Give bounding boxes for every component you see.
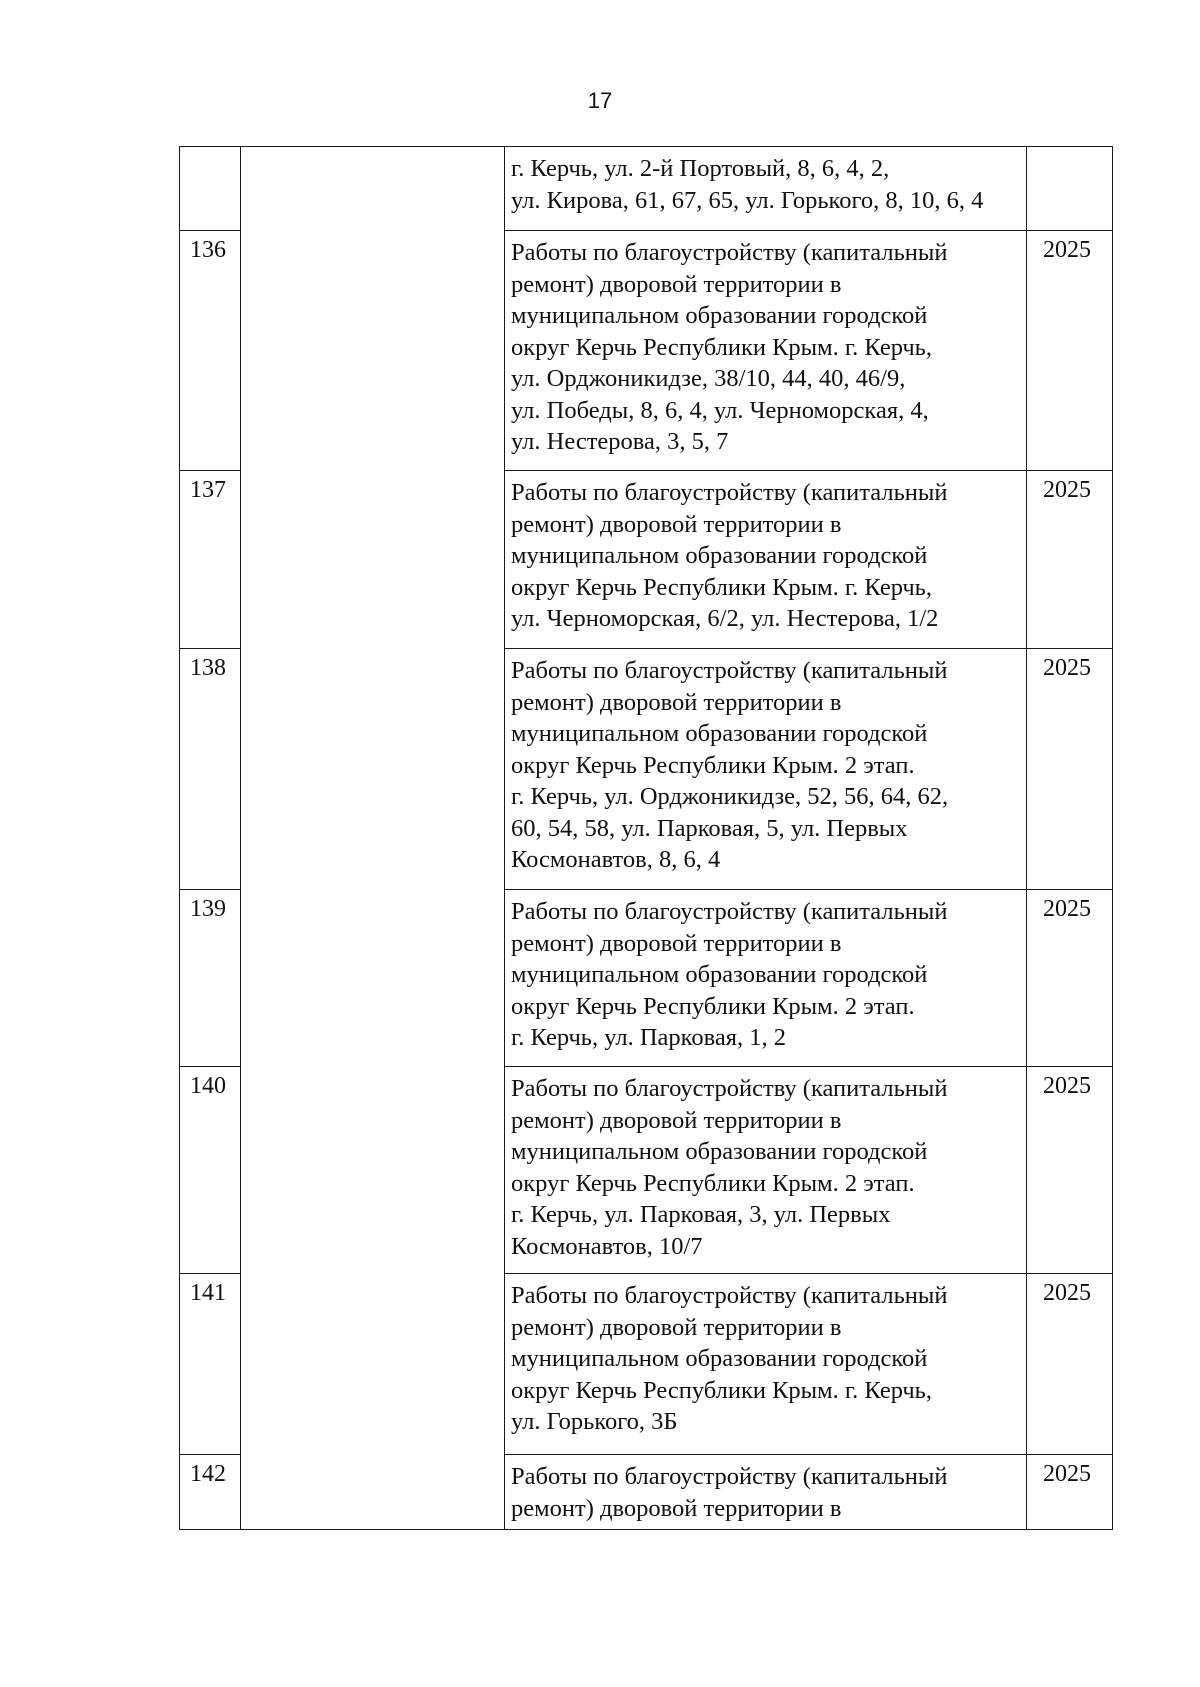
blank-cell (241, 649, 505, 890)
table-row (180, 471, 1113, 649)
row-number-cell (180, 147, 241, 231)
table-row (180, 1455, 1113, 1530)
description-cell: Работы по благоустройству (капитальный ремонт) дворовой территории в муниципальном образовании городской округ Керчь Республики Крым. 2 этап. г. Керчь, ул. Орджоникидзе, 52, 56, 64, 62, 60, 54, 58, ул. Парковая, 5, ул. Первых Космонавтов, 8, 6, 4 (505, 649, 1027, 890)
blank-cell (241, 471, 505, 649)
blank-cell (241, 231, 505, 471)
table-row (180, 147, 1113, 231)
table-row (180, 231, 1113, 471)
description-cell: Работы по благоустройству (капитальный ремонт) дворовой территории в муниципальном образовании городской округ Керчь Республики Крым. 2 этап. г. Керчь, ул. Парковая, 3, ул. Первых Космонавтов, 10/7 (505, 1067, 1027, 1274)
year-cell: 2025 (1027, 890, 1113, 1067)
description-cell: Работы по благоустройству (капитальный ремонт) дворовой территории в муниципальном образовании городской округ Керчь Республики Крым. г. Керчь, ул. Горького, 3Б (505, 1274, 1027, 1455)
blank-cell (241, 1067, 505, 1274)
year-cell (1027, 147, 1113, 231)
description-cell: г. Керчь, ул. 2-й Портовый, 8, 6, 4, 2, ул. Кирова, 61, 67, 65, ул. Горького, 8, 10, 6, 4 (505, 147, 1027, 231)
row-number-cell: 139 (180, 890, 241, 1067)
blank-cell (241, 147, 505, 231)
table-row (180, 890, 1113, 1067)
row-number-cell: 138 (180, 649, 241, 890)
year-cell: 2025 (1027, 1455, 1113, 1530)
works-table (179, 146, 1113, 1530)
row-number-cell: 140 (180, 1067, 241, 1274)
table-row (180, 1274, 1113, 1455)
page-number: 17 (587, 88, 613, 113)
blank-cell (241, 1455, 505, 1530)
year-cell: 2025 (1027, 231, 1113, 471)
table-row (180, 1067, 1113, 1274)
row-number-cell: 137 (180, 471, 241, 649)
row-number-cell: 136 (180, 231, 241, 471)
description-cell: Работы по благоустройству (капитальный ремонт) дворовой территории в (505, 1455, 1027, 1530)
table-row (180, 649, 1113, 890)
row-number-cell: 141 (180, 1274, 241, 1455)
year-cell: 2025 (1027, 1067, 1113, 1274)
blank-cell (241, 1274, 505, 1455)
description-cell: Работы по благоустройству (капитальный ремонт) дворовой территории в муниципальном образовании городской округ Керчь Республики Крым. г. Керчь, ул. Черноморская, 6/2, ул. Нестерова, 1/2 (505, 471, 1027, 649)
row-number-cell: 142 (180, 1455, 241, 1530)
year-cell: 2025 (1027, 649, 1113, 890)
description-cell: Работы по благоустройству (капитальный ремонт) дворовой территории в муниципальном образовании городской округ Керчь Республики Крым. г. Керчь, ул. Орджоникидзе, 38/10, 44, 40, 46/9, ул. Победы, 8, 6, 4, ул. Черноморская, 4, ул. Нестерова, 3, 5, 7 (505, 231, 1027, 471)
year-cell: 2025 (1027, 1274, 1113, 1455)
blank-cell (241, 890, 505, 1067)
description-cell: Работы по благоустройству (капитальный ремонт) дворовой территории в муниципальном образовании городской округ Керчь Республики Крым. 2 этап. г. Керчь, ул. Парковая, 1, 2 (505, 890, 1027, 1067)
year-cell: 2025 (1027, 471, 1113, 649)
